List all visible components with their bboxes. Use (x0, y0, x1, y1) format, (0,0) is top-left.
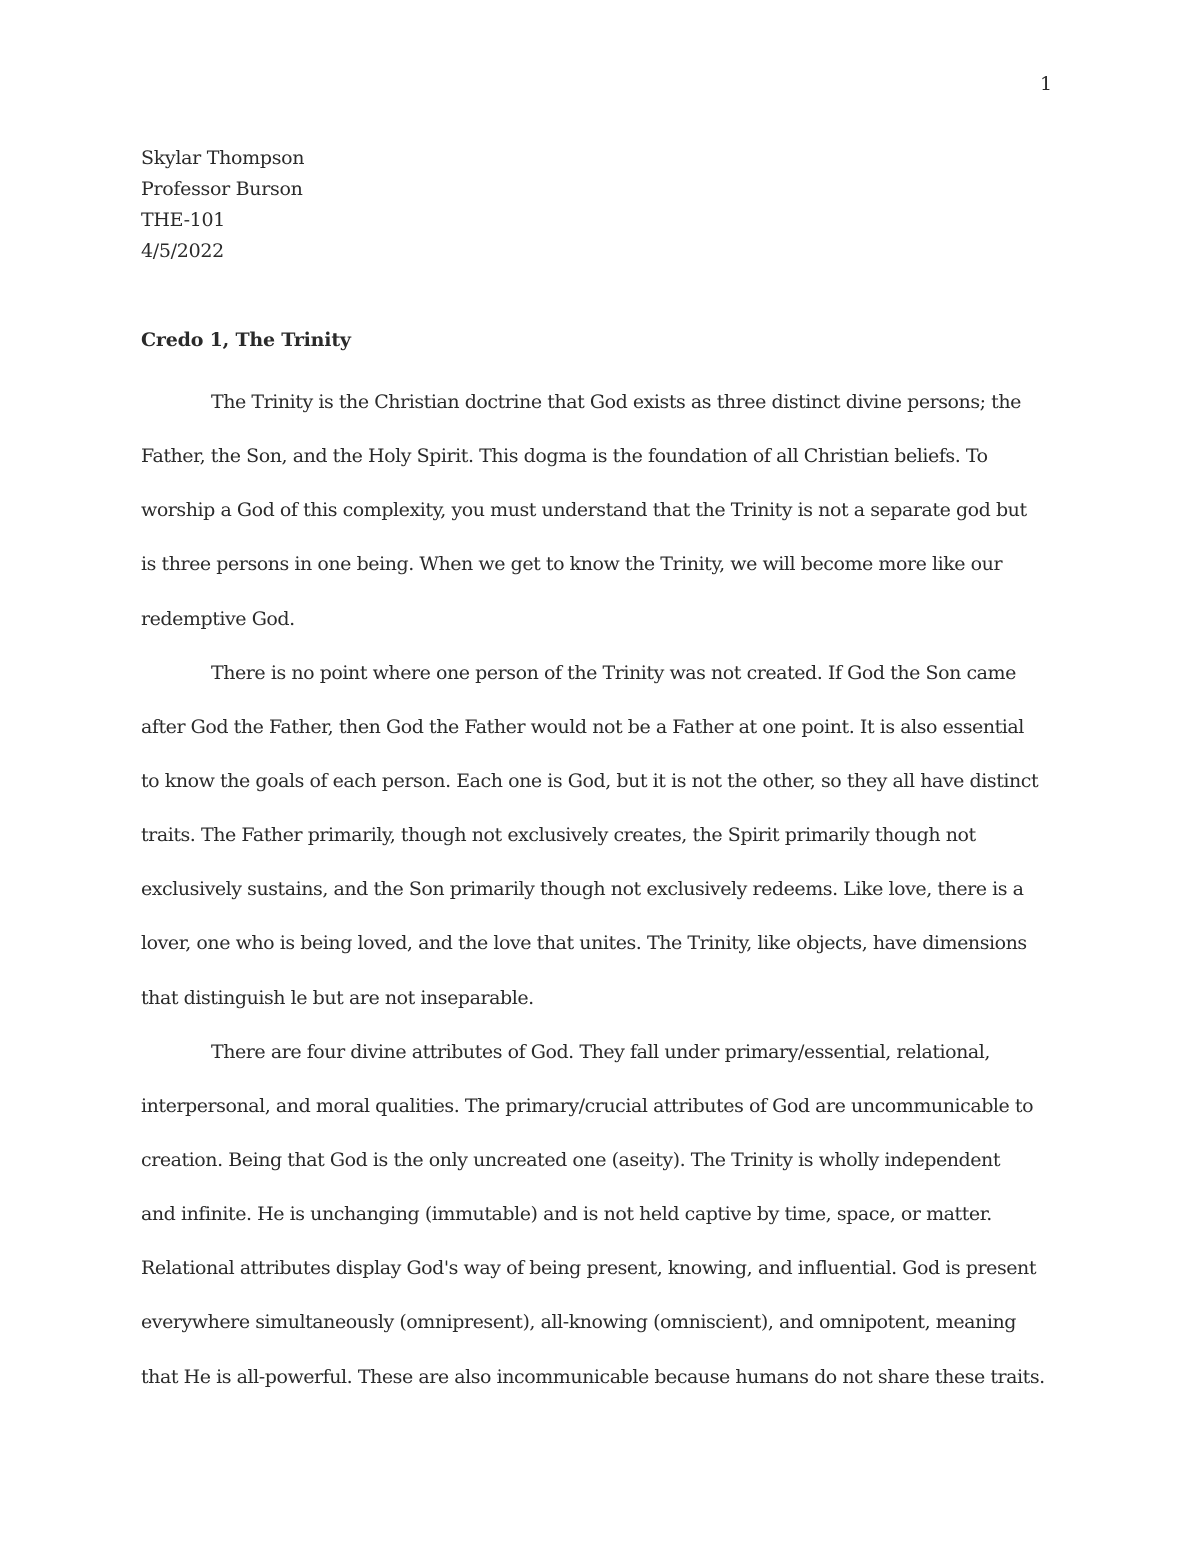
course-code: THE-101 (141, 209, 226, 231)
text-line: exclusively sustains, and the Son primarily though not exclusively redeems. Like love, there is a (141, 878, 1024, 901)
text-line: Relational attributes display God's way of being present, knowing, and influential. God is present (141, 1257, 1037, 1280)
paragraph (141, 660, 1061, 1039)
text-line: that distinguish le but are not inseparable. (141, 986, 534, 1009)
text-line: to know the goals of each person. Each one is God, but it is not the other, so they all have distinct (141, 769, 1039, 792)
text-line: lover, one who is being loved, and the love that unites. The Trinity, like objects, have dimensions (141, 932, 1027, 955)
mla-heading (141, 143, 304, 267)
text-line: and infinite. He is unchanging (immutable) and is not held captive by time, space, or matter. (141, 1203, 992, 1226)
text-line: is three persons in one being. When we get to know the Trinity, we will become more like our (141, 553, 1003, 576)
student-name: Skylar Thompson (141, 147, 305, 169)
text-line: redemptive God. (141, 607, 295, 630)
text-line: creation. Being that God is the only uncreated one (aseity). The Trinity is wholly independent (141, 1148, 1001, 1171)
text-line: traits. The Father primarily, though not exclusively creates, the Spirit primarily though not (141, 824, 976, 847)
text-line: There is no point where one person of the Trinity was not created. If God the Son came (211, 661, 1016, 684)
text-line: Father, the Son, and the Holy Spirit. This dogma is the foundation of all Christian beliefs. To (141, 445, 988, 468)
text-line: The Trinity is the Christian doctrine that God exists as three distinct divine persons; the (211, 391, 1021, 413)
date: 4/5/2022 (141, 240, 224, 262)
professor-name: Professor Burson (141, 178, 303, 200)
text-line: everywhere simultaneously (omnipresent), all-knowing (omniscient), and omnipotent, meaning (141, 1311, 1016, 1334)
text-line: There are four divine attributes of God. They fall under primary/essential, relational, (211, 1040, 991, 1063)
text-line: that He is all-powerful. These are also incommunicable because humans do not share these traits. (141, 1365, 1045, 1388)
paragraph (141, 389, 1061, 660)
text-line: interpersonal, and moral qualities. The primary/crucial attributes of God are uncommunicable to (141, 1094, 1034, 1117)
paragraph (141, 1039, 1061, 1418)
text-line: worship a God of this complexity, you must understand that the Trinity is not a separate god but (141, 499, 1027, 522)
text-line: after God the Father, then God the Father would not be a Father at one point. It is also essential (141, 715, 1024, 738)
page-number: 1 (1040, 73, 1053, 95)
document-title: Credo 1, The Trinity (141, 329, 351, 351)
document-body (141, 389, 1061, 1418)
